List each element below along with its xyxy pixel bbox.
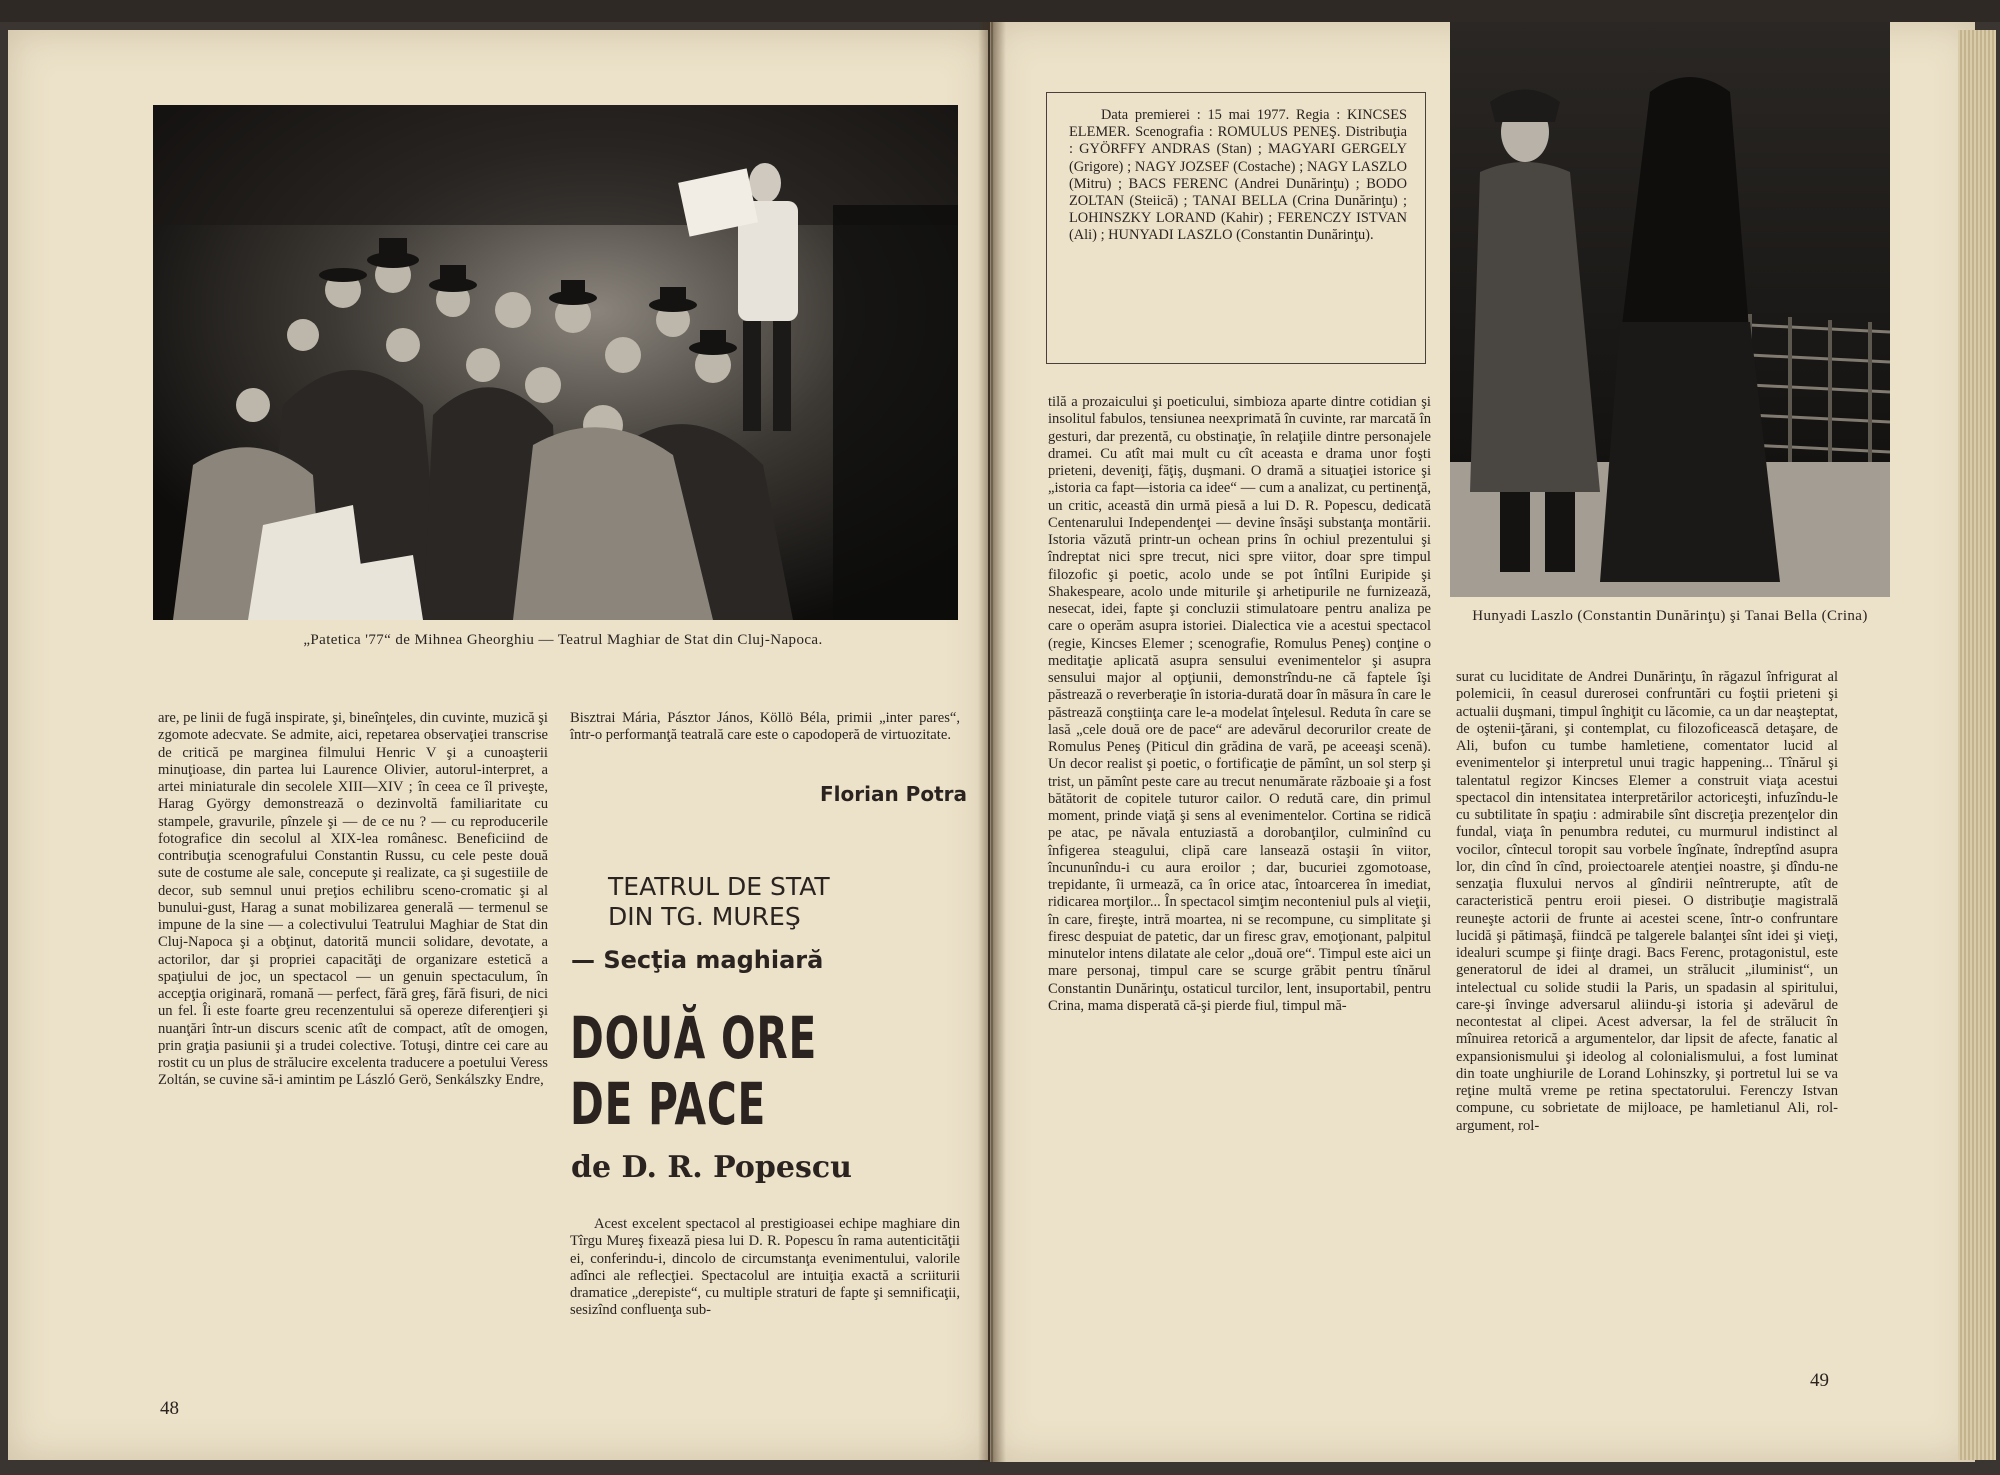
venue-heading	[608, 872, 830, 932]
photo-caption-left: „Patetica '77“ de Mihnea Gheorghiu — Teatrul Maghiar de Stat din Cluj-Napoca.	[303, 632, 823, 648]
left-column-2-text: Bisztrai Mária, Pásztor János, Köllö Béla, primii „inter pares“, într-o performanţă teatrală care este o capodoperă de virtuozitate.	[570, 710, 960, 744]
left-page	[8, 30, 988, 1460]
page-number-left: 48	[160, 1398, 179, 1419]
photo-graphic-right	[1450, 22, 1890, 597]
right-column-2	[1456, 669, 1838, 1135]
article-title	[570, 1005, 817, 1137]
right-column-1	[1048, 394, 1431, 1015]
photo-graphic	[153, 105, 958, 620]
article-byline: de D. R. Popescu	[571, 1150, 852, 1185]
theatre-photo-patetica	[153, 105, 958, 620]
photo-caption-right	[1460, 607, 1880, 626]
venue-line-2: DIN TG. MUREŞ	[608, 902, 801, 931]
scene-photo-hunyadi-tanai	[1450, 22, 1890, 597]
review-opening-text: Acest excelent spectacol al prestigioasei echipe maghiare din Tîrgu Mureş fixează piesa lui D. R. Popescu în rama autenticităţii ei, conferindu-i, dincolo de circumstanţa evenimentului, valorile adînci ale reflecţiei. Spectacolul are intuiţia exactă a scriiturii dramatice „derepiste“, cu multiple straturi de fapte şi semnificaţii, sesizînd confluenţa sub-	[570, 1216, 960, 1319]
left-column-2-review	[570, 1216, 960, 1320]
title-line-2: DE PACE	[570, 1070, 767, 1138]
author-signature: Florian Potra	[820, 782, 967, 806]
title-line-1: DOUĂ ORE	[570, 1004, 818, 1072]
page-number-right: 49	[1810, 1370, 1829, 1391]
left-column-2-top	[570, 710, 960, 745]
section-subtitle: — Secţia maghiară	[571, 946, 824, 974]
book-gutter	[978, 22, 1006, 1462]
right-column-2-text: surat cu luciditate de Andrei Dunărinţu, în răgazul înfrigurat al polemicii, în ceasul durerosei confruntări cu foştii prieteni şi actualii duşmani, timpul înghiţit cu lăcomie, ca un dar neaşteptat, de oştenii-ţărani, şi contemplat, cu filozoficească detaşare, de Ali, bufon cu tumbe hamletiene, comentator lucid al evenimentelor şi interpretul unui tragic happening... Tînărul şi talentatul regizor Kincses Elemer a construit viaţa acestui spectacol din intensitatea interpretărilor actoriceşti, infuzîndu-le cu subtilitate în spaţiu : admirabile sînt discreţia prezenţelor din fundal, viaţa în penumbra redutei, cu murmurul indistinct al vocilor, cîntecul toropit sau vorbele îngînate, îndreptînd asupra lor, din cînd în cînd, proiectoarele atenţiei noastre, şi dîndu-ne senzaţia fluxului nervos al gîndirii neîntrerupte, atît de caracteristică pentru eroii piesei. O distribuţie magistrală reuneşte actorii de frunte ai acestei scene, într-o confruntare lucidă şi pătimaşă, fiindcă pe talgerele balanţei sînt idei şi vieţi, idealuri scumpe şi fiinţe dragi. Bacs Ferenc, protagonistul, este generatorul de idei al dramei, un strălucit „iluminist“, un intelectual cu solide studii la Paris, un spadasin al spiritului, care-şi învinge adversarul aliindu-şi istoria şi adevărul de necontestat al clipei. Acest adversar, la fel de strălucit în mînuirea retorică a argumentelor, dar lipsit de afecte, fanatic al expansionismului şi ideolog al colonialismului, a fost luminat din toate unghiurile de Lorand Lohinszky, şi portretul lui se va reţine multă vreme pe retina spectatorului. Ferenczy Istvan compune, cu sobrietate de mijloace, pe hamletianul Ali, rol-argument, rol-	[1456, 669, 1838, 1134]
credits-text: Data premierei : 15 mai 1977. Regia : KINCSES ELEMER. Scenografia : ROMULUS PENEŞ. Distribuţia : GYÖRFFY ANDRAS (Stan) ; MAGYARI GERGELY (Grigore) ; NAGY JOZSEF (Costache) ; NAGY LASZLO (Mitru) ; BACS FERENC (Andrei Dunărinţu) ; BODO ZOLTAN (Steiică) ; TANAI BELLA (Crina Dunărinţu) ; LOHINSZKY LORAND (Kahir) ; FERENCZY ISTVAN (Ali) ; HUNYADI LASZLO (Constantin Dunărinţu).	[1069, 107, 1407, 244]
right-page	[990, 22, 1975, 1462]
credits-box	[1046, 92, 1426, 364]
right-column-1-text: tilă a prozaicului şi poeticului, simbioza aparte dintre cotidian şi insolitul fabulos, tensiunea neexprimată în cuvinte, rar marcată în gesturi, dar prezentă, cu obstinaţie, în relaţiile dintre personajele dramei. Cu atît mai mult cu cît aceasta e drama unor foşti prieteni, deveniţi, făţiş, duşmani. O dramă a situaţiei istorice şi „istoria ca fapt—istoria ca idee“ — cum a analizat, cu pertinenţă, un critic, această din urmă piesă a lui D. R. Popescu, dedicată Centenarului Independenţei — devine însăşi substanţa montării. Istoria văzută printr-un ochean prins în ochiul prezentului şi îndreptat nici spre trecut, nici spre viitor, doar spre timpul filozofic şi poetic, acolo unde se pot întîlni Euripide şi Shakespeare, acolo unde miturile şi arhetipurile ne furnizează, nesecat, idei, fapte şi concluzii stimulatoare pentru analiza pe care o operăm asupra istoriei. Dialectica vie a acestui spectacol (regie, Kincses Elemer ; scenografie, Romulus Peneş) conţine o meditaţie aplicată asupra sensului evenimentelor şi asupra sensului major al opţiunii, demonstrîndu-ne că faptele îşi păstrează o reverberaţie în istoria-durată doar în măsura în care le păstrează conştiinţa care le-a modelat înţelesul. Reduta în care se lasă „cele două ore de pace“ are adevărul decorurilor create de Romulus Peneş (Piticul din grădina de vară, pe aceeaşi scenă). Un decor realist şi poetic, o fortificaţie de pămînt, un sol sterp şi trist, un pămînt peste care au trecut nenumărate războaie şi a fost bătătorit de copitele tuturor cailor. O redută care, din primul moment, prinde viaţă şi sens al evenimentelor. Cortina se ridică pe atac, pe năvala entuziastă a dorobanţilor, culminînd cu înfigerea steagului, clipă care lansează ostaşii în viitor, încununîndu-i cu aura eroilor ; dar, bucuriei zgomotoase, trepidante, îi urmează, ca în orice atac, întoarcerea în imediat, ridicarea morţilor... În spectacol simţim neconteniul puls al vieţii, în care, fireşte, intră moartea, ni se recompune, cu simplitate şi firesc despuiat de patetic, dar un firesc grav, emoţionant, palpitul minutelor intens dilatate ale celor „două ore“. Timpul este aici un mare personaj, timpul care se scurge grăbit pentru tînărul Constantin Dunărinţu, ostaticul turcilor, lent, insuportabil, pentru Crina, mama disperată că-şi pierde fiul, timpul mă-	[1048, 394, 1431, 1014]
venue-line-1: TEATRUL DE STAT	[608, 872, 830, 901]
page-edges	[1958, 30, 1996, 1460]
binding-top	[0, 0, 2000, 22]
photo-caption-right-text: Hunyadi Laszlo (Constantin Dunărinţu) şi Tanai Bella (Crina)	[1472, 608, 1868, 624]
left-column-1-text: are, pe linii de fugă inspirate, şi, bineînţeles, din cuvinte, muzică şi zgomote adecvate. Se admite, aici, repetarea observaţiei transcrise de critică pe marginea filmului Henric V şi a cunoaşterii minuţioase, din partea lui Laurence Olivier, autorul-interpret, a artei miniaturale din secolele XIII—XIV ; în ceea ce îl priveşte, Harag György demonstrează o dezinvoltă familiaritate cu stampele, gravurile, pînzele şi — de ce nu ? — cu reproducerile fotografice din secolul al XIX-lea românesc. Beneficiind de contribuţia scenografului Constantin Russu, cu cele peste două sute de costume ale sale, concepute şi realizate, ca şi sugestiile de decor, sub semnul unui preţios echilibru sceno-cromatic şi al bunului-gust, Harag a sunat mobilizarea generală — termenul se impune de la sine — a colectivului Teatrului Maghiar de Stat din Cluj-Napoca şi a obţinut, datorită muncii solidare, devotate, a actorilor, dar şi propriei capacităţi de organizare estetică a spaţiului de joc, un spectacol — un genuin spectaculum, în accepţia originară, romană — perfect, fără greş, fără fisuri, de nici un fel. Îi este foarte greu recenzentului să opereze diferenţieri şi nuanţări într-un discurs scenic atît de compact, atît de omogen, prin graţia pasiunii şi a trudei colective. Totuşi, dintre cei care au rostit cu un plus de strălucire excelenta traducere a poetului Veress Zoltán, se cuvine să-i amintim pe László Gerö, Senkálszky Endre,	[158, 710, 548, 1089]
left-column-1	[158, 710, 548, 1090]
